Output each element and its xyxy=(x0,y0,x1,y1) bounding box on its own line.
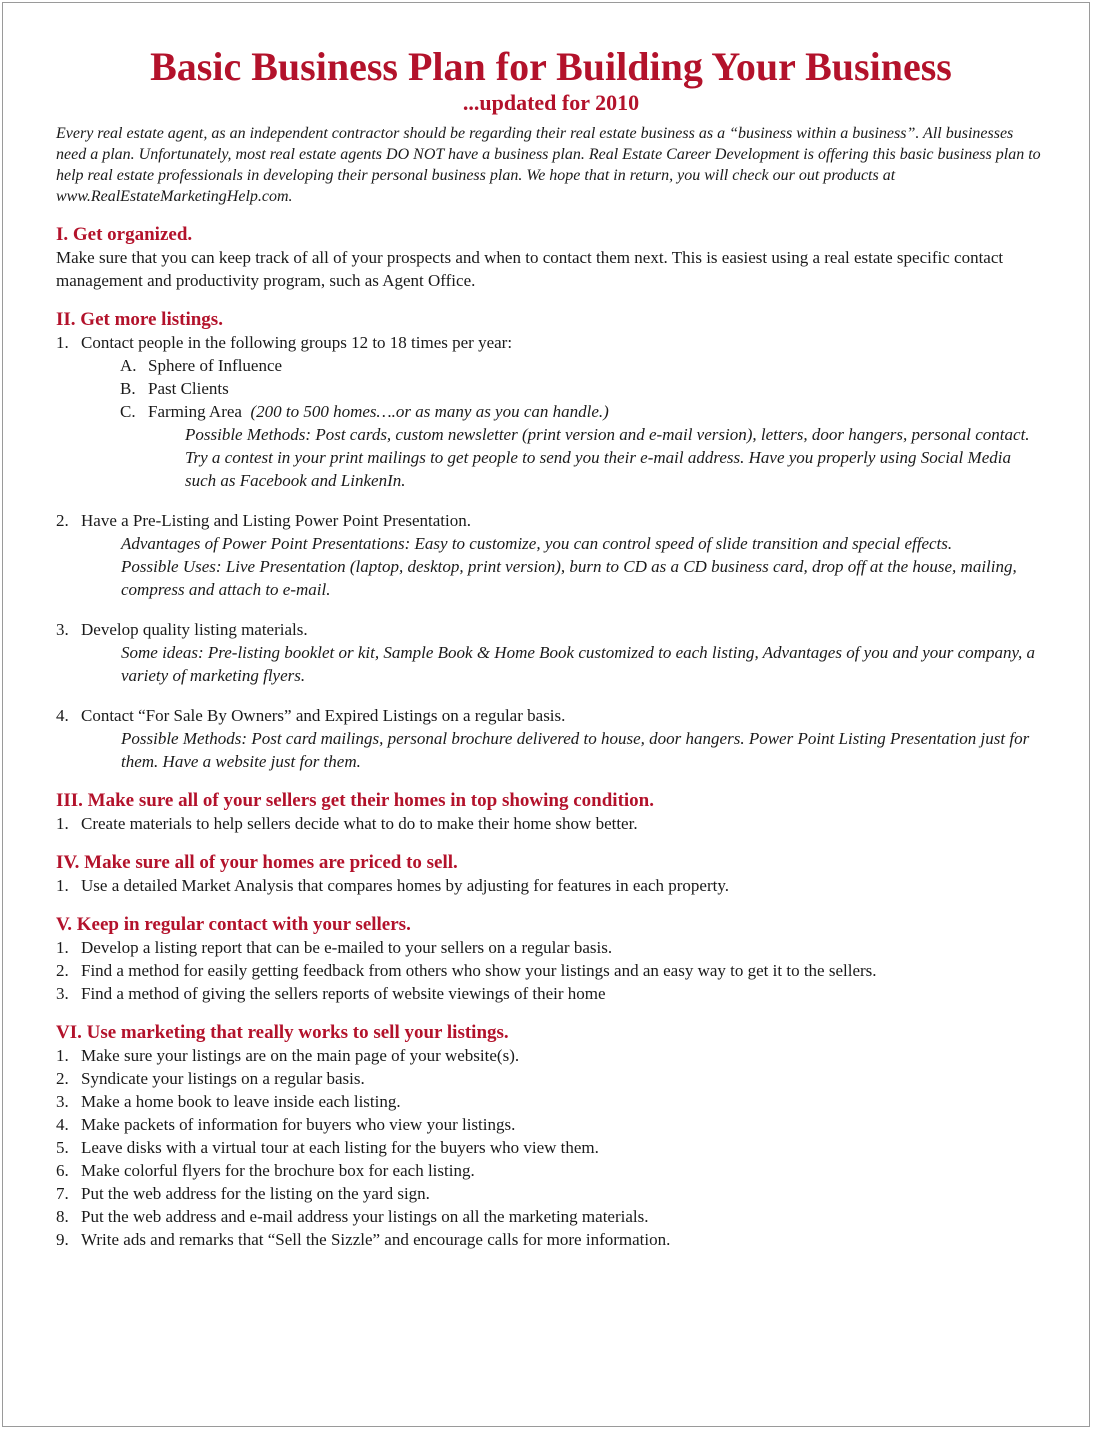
item-text: Syndicate your listings on a regular basis. xyxy=(81,1069,365,1088)
list-item xyxy=(56,509,1046,532)
item-text: Make a home book to leave inside each listing. xyxy=(81,1092,401,1111)
list-item xyxy=(56,1044,1046,1067)
item-text: Find a method of giving the sellers reports of website viewings of their home xyxy=(81,984,606,1003)
list-item xyxy=(56,982,1046,1005)
section-heading: V. Keep in regular contact with your sellers. xyxy=(56,914,411,935)
item-number: 1. xyxy=(56,333,69,352)
ideas-note: Some ideas: Pre-listing booklet or kit, Sample Book & Home Book customized to each listing, Advantages of you and your company, a variety of marketing flyers. xyxy=(121,643,1036,685)
methods-note: Possible Methods: Post cards, custom newsletter (print version and e-mail version), letters, door hangers, personal contact. Try a contest in your print mailings to get people to send you their e-mail address. Have you properly using Social Media such as Facebook and LinkenIn. xyxy=(185,425,1030,490)
list-item xyxy=(56,812,1046,835)
section-regular-contact xyxy=(56,913,1046,1005)
section-get-organized xyxy=(56,223,1046,292)
list-item-group xyxy=(56,618,1046,687)
item-number: 1. xyxy=(56,1046,69,1065)
sub-list-item xyxy=(120,400,1046,423)
item-text: Put the web address and e-mail address your listings on all the marketing materials. xyxy=(81,1207,649,1226)
item-text: Contact “For Sale By Owners” and Expired Listings on a regular basis. xyxy=(81,706,566,725)
list-item xyxy=(56,1205,1046,1228)
item-number: 3. xyxy=(56,1092,69,1111)
section-marketing xyxy=(56,1021,1046,1251)
item-number: 8. xyxy=(56,1207,69,1226)
section-showing-condition xyxy=(56,789,1046,835)
item-number: 6. xyxy=(56,1161,69,1180)
item-number: 1. xyxy=(56,814,69,833)
item-text: Write ads and remarks that “Sell the Sizzle” and encourage calls for more information. xyxy=(81,1230,671,1249)
sub-list-item xyxy=(120,377,1046,400)
sub-item-letter: A. xyxy=(120,356,137,375)
section-priced-to-sell xyxy=(56,851,1046,897)
sub-item-text: Sphere of Influence xyxy=(148,356,283,375)
document-subtitle: ...updated for 2010 xyxy=(462,90,640,115)
list-item xyxy=(56,1067,1046,1090)
item-number: 4. xyxy=(56,1115,69,1134)
list-item xyxy=(56,331,1046,354)
list-item xyxy=(56,1113,1046,1136)
advantages-note: Advantages of Power Point Presentations: Easy to customize, you can control speed of slide transition and special effects. xyxy=(121,534,953,553)
item-text: Have a Pre-Listing and Listing Power Point Presentation. xyxy=(81,511,471,530)
list-item xyxy=(56,704,1046,727)
list-item xyxy=(56,1182,1046,1205)
list-item xyxy=(56,618,1046,641)
section-heading: IV. Make sure all of your homes are priced to sell. xyxy=(56,852,458,873)
item-number: 1. xyxy=(56,876,69,895)
item-number: 4. xyxy=(56,706,69,725)
section-heading: III. Make sure all of your sellers get their homes in top showing condition. xyxy=(56,790,654,811)
item-text: Make colorful flyers for the brochure box for each listing. xyxy=(81,1161,475,1180)
list-item xyxy=(56,936,1046,959)
item-text: Use a detailed Market Analysis that compares homes by adjusting for features in each property. xyxy=(81,876,730,895)
item-number: 2. xyxy=(56,961,69,980)
item-text: Leave disks with a virtual tour at each listing for the buyers who view them. xyxy=(81,1138,599,1157)
list-item-group xyxy=(56,704,1046,773)
section-body: Make sure that you can keep track of all of your prospects and when to contact them next. This is easiest using a real estate specific contact management and productivity program, such as Agent Office. xyxy=(56,248,1004,290)
item-text: Put the web address for the listing on the yard sign. xyxy=(81,1184,430,1203)
document-title: Basic Business Plan for Building Your Business xyxy=(150,44,952,89)
item-text: Make sure your listings are on the main page of your website(s). xyxy=(81,1046,520,1065)
item-number: 3. xyxy=(56,984,69,1003)
document-body xyxy=(56,44,1046,1251)
item-text: Develop a listing report that can be e-mailed to your sellers on a regular basis. xyxy=(81,938,613,957)
sub-list-item xyxy=(120,354,1046,377)
section-get-more-listings xyxy=(56,308,1046,773)
item-number: 7. xyxy=(56,1184,69,1203)
list-item xyxy=(56,1136,1046,1159)
sub-item-text: Farming Area xyxy=(148,402,242,421)
sub-item-text: Past Clients xyxy=(148,379,229,398)
item-number: 2. xyxy=(56,511,69,530)
sub-item-note: (200 to 500 homes….or as many as you can handle.) xyxy=(250,402,609,421)
list-item-group xyxy=(56,509,1046,601)
item-text: Contact people in the following groups 12 to 18 times per year: xyxy=(81,333,513,352)
list-item xyxy=(56,1228,1046,1251)
methods-note: Possible Methods: Post card mailings, personal brochure delivered to house, door hangers. Power Point Listing Presentation just for them. Have a website just for them. xyxy=(121,729,1030,771)
list-item xyxy=(56,1159,1046,1182)
item-number: 3. xyxy=(56,620,69,639)
item-text: Find a method for easily getting feedback from others who show your listings and an easy way to get it to the sellers. xyxy=(81,961,877,980)
item-text: Make packets of information for buyers who view your listings. xyxy=(81,1115,516,1134)
item-text: Create materials to help sellers decide what to do to make their home show better. xyxy=(81,814,638,833)
item-number: 9. xyxy=(56,1230,69,1249)
section-heading: I. Get organized. xyxy=(56,224,193,245)
list-item xyxy=(56,874,1046,897)
item-number: 2. xyxy=(56,1069,69,1088)
section-heading: VI. Use marketing that really works to sell your listings. xyxy=(56,1022,509,1043)
item-number: 1. xyxy=(56,938,69,957)
section-heading: II. Get more listings. xyxy=(56,309,223,330)
uses-note: Possible Uses: Live Presentation (laptop, desktop, print version), burn to CD as a CD business card, drop off at the house, mailing, compress and attach to e-mail. xyxy=(121,557,1017,599)
list-item xyxy=(56,959,1046,982)
intro-paragraph: Every real estate agent, as an independent contractor should be regarding their real estate business as a “business within a business”. All businesses need a plan. Unfortunately, most real estate agents DO NOT have a business plan. Real Estate Career Development is offering this basic business plan to help real estate professionals in developing their personal business plan. We hope that in return, you will check our out products at www.RealEstateMarketingHelp.com. xyxy=(56,125,1041,205)
sub-item-letter: B. xyxy=(120,379,136,398)
list-item xyxy=(56,1090,1046,1113)
item-text: Develop quality listing materials. xyxy=(81,620,308,639)
item-number: 5. xyxy=(56,1138,69,1157)
sub-item-letter: C. xyxy=(120,402,136,421)
